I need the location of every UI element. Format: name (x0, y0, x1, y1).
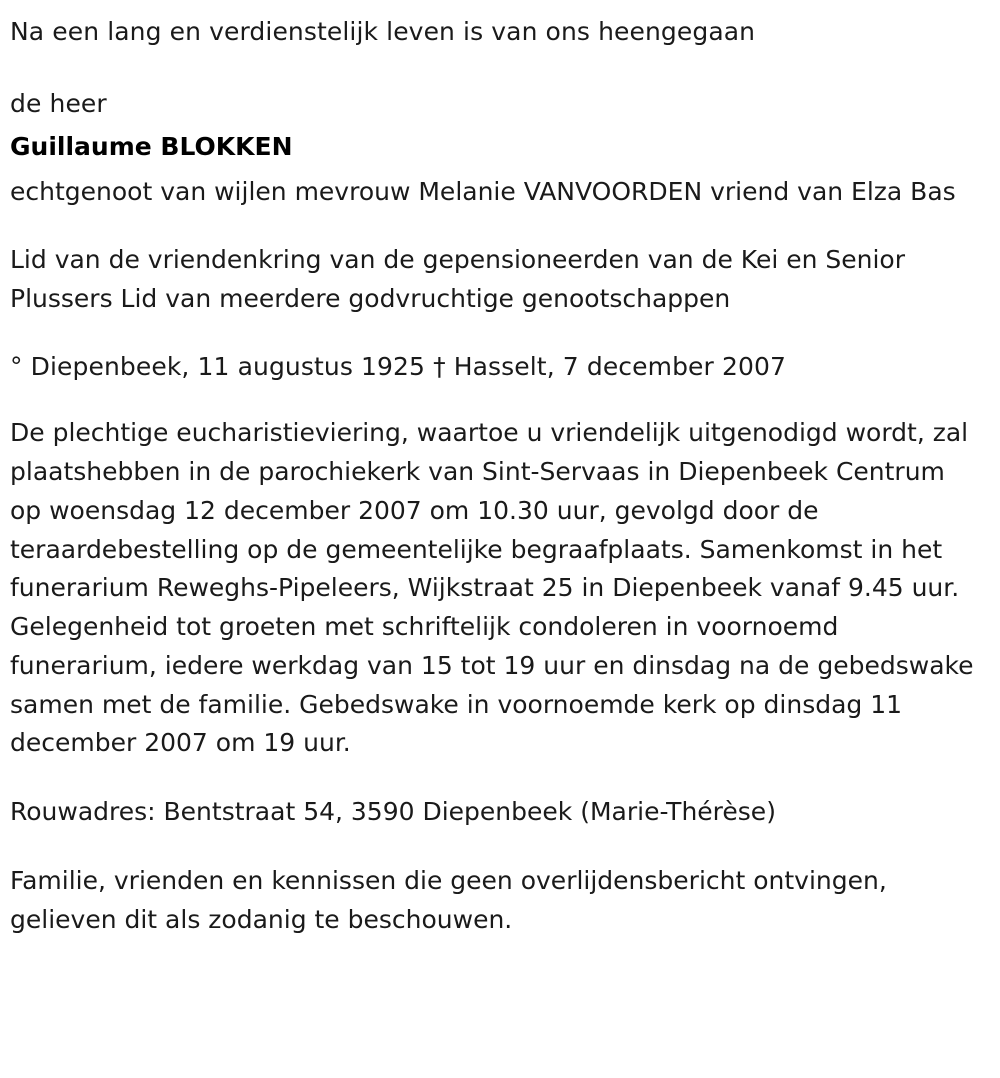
spacer (10, 763, 978, 793)
relations-line: echtgenoot van wijlen mevrouw Melanie VANVOORDEN vriend van Elza Bas (10, 176, 956, 206)
salutation: de heer (10, 88, 107, 118)
ceremony-details: De plechtige eucharistieviering, waartoe u vriendelijk uitgenodigd wordt, zal plaatshebben in de parochiekerk van Sint-Servaas in Diepenbeek Centrum op woensdag 12 december 2007 om 10.30 uur, gevolgd door de teraardebestelling op de gemeentelijke begraafplaats. Samenkomst in het funerarium Reweghs-Pipeleers, Wijkstraat 25 in Diepenbeek vanaf 9.45 uur. Gelegenheid tot groeten met schriftelijk condoleren in voornoemd funerarium, iedere werkdag van 15 tot 19 uur en dinsdag na de gebedswake samen met de familie. Gebedswake in voornoemde kerk op dinsdag 11 december 2007 om 19 uur. (10, 418, 974, 758)
spacer (10, 832, 978, 862)
mourning-address: Rouwadres: Bentstraat 54, 3590 Diepenbeek (Marie-Thérèse) (10, 797, 776, 826)
opening-line: Na een lang en verdienstelijk leven is van ons heengegaan (10, 17, 756, 46)
spacer (10, 211, 978, 241)
spacer (10, 121, 978, 129)
birth-death-line: ° Diepenbeek, 11 augustus 1925 † Hasselt, 7 december 2007 (10, 351, 786, 381)
spacer (10, 319, 978, 349)
spacer (10, 50, 978, 86)
closing-note: Familie, vrienden en kennissen die geen overlijdensbericht ontvingen, gelieven dit als zodanig te beschouwen. (10, 865, 887, 934)
spacer (10, 384, 978, 414)
deceased-name: Guillaume BLOKKEN (10, 132, 293, 161)
memberships-line: Lid van de vriendenkring van de gepensioneerden van de Kei en Senior Plussers Lid van meerdere godvruchtige genootschappen (10, 245, 906, 313)
spacer (10, 165, 978, 173)
